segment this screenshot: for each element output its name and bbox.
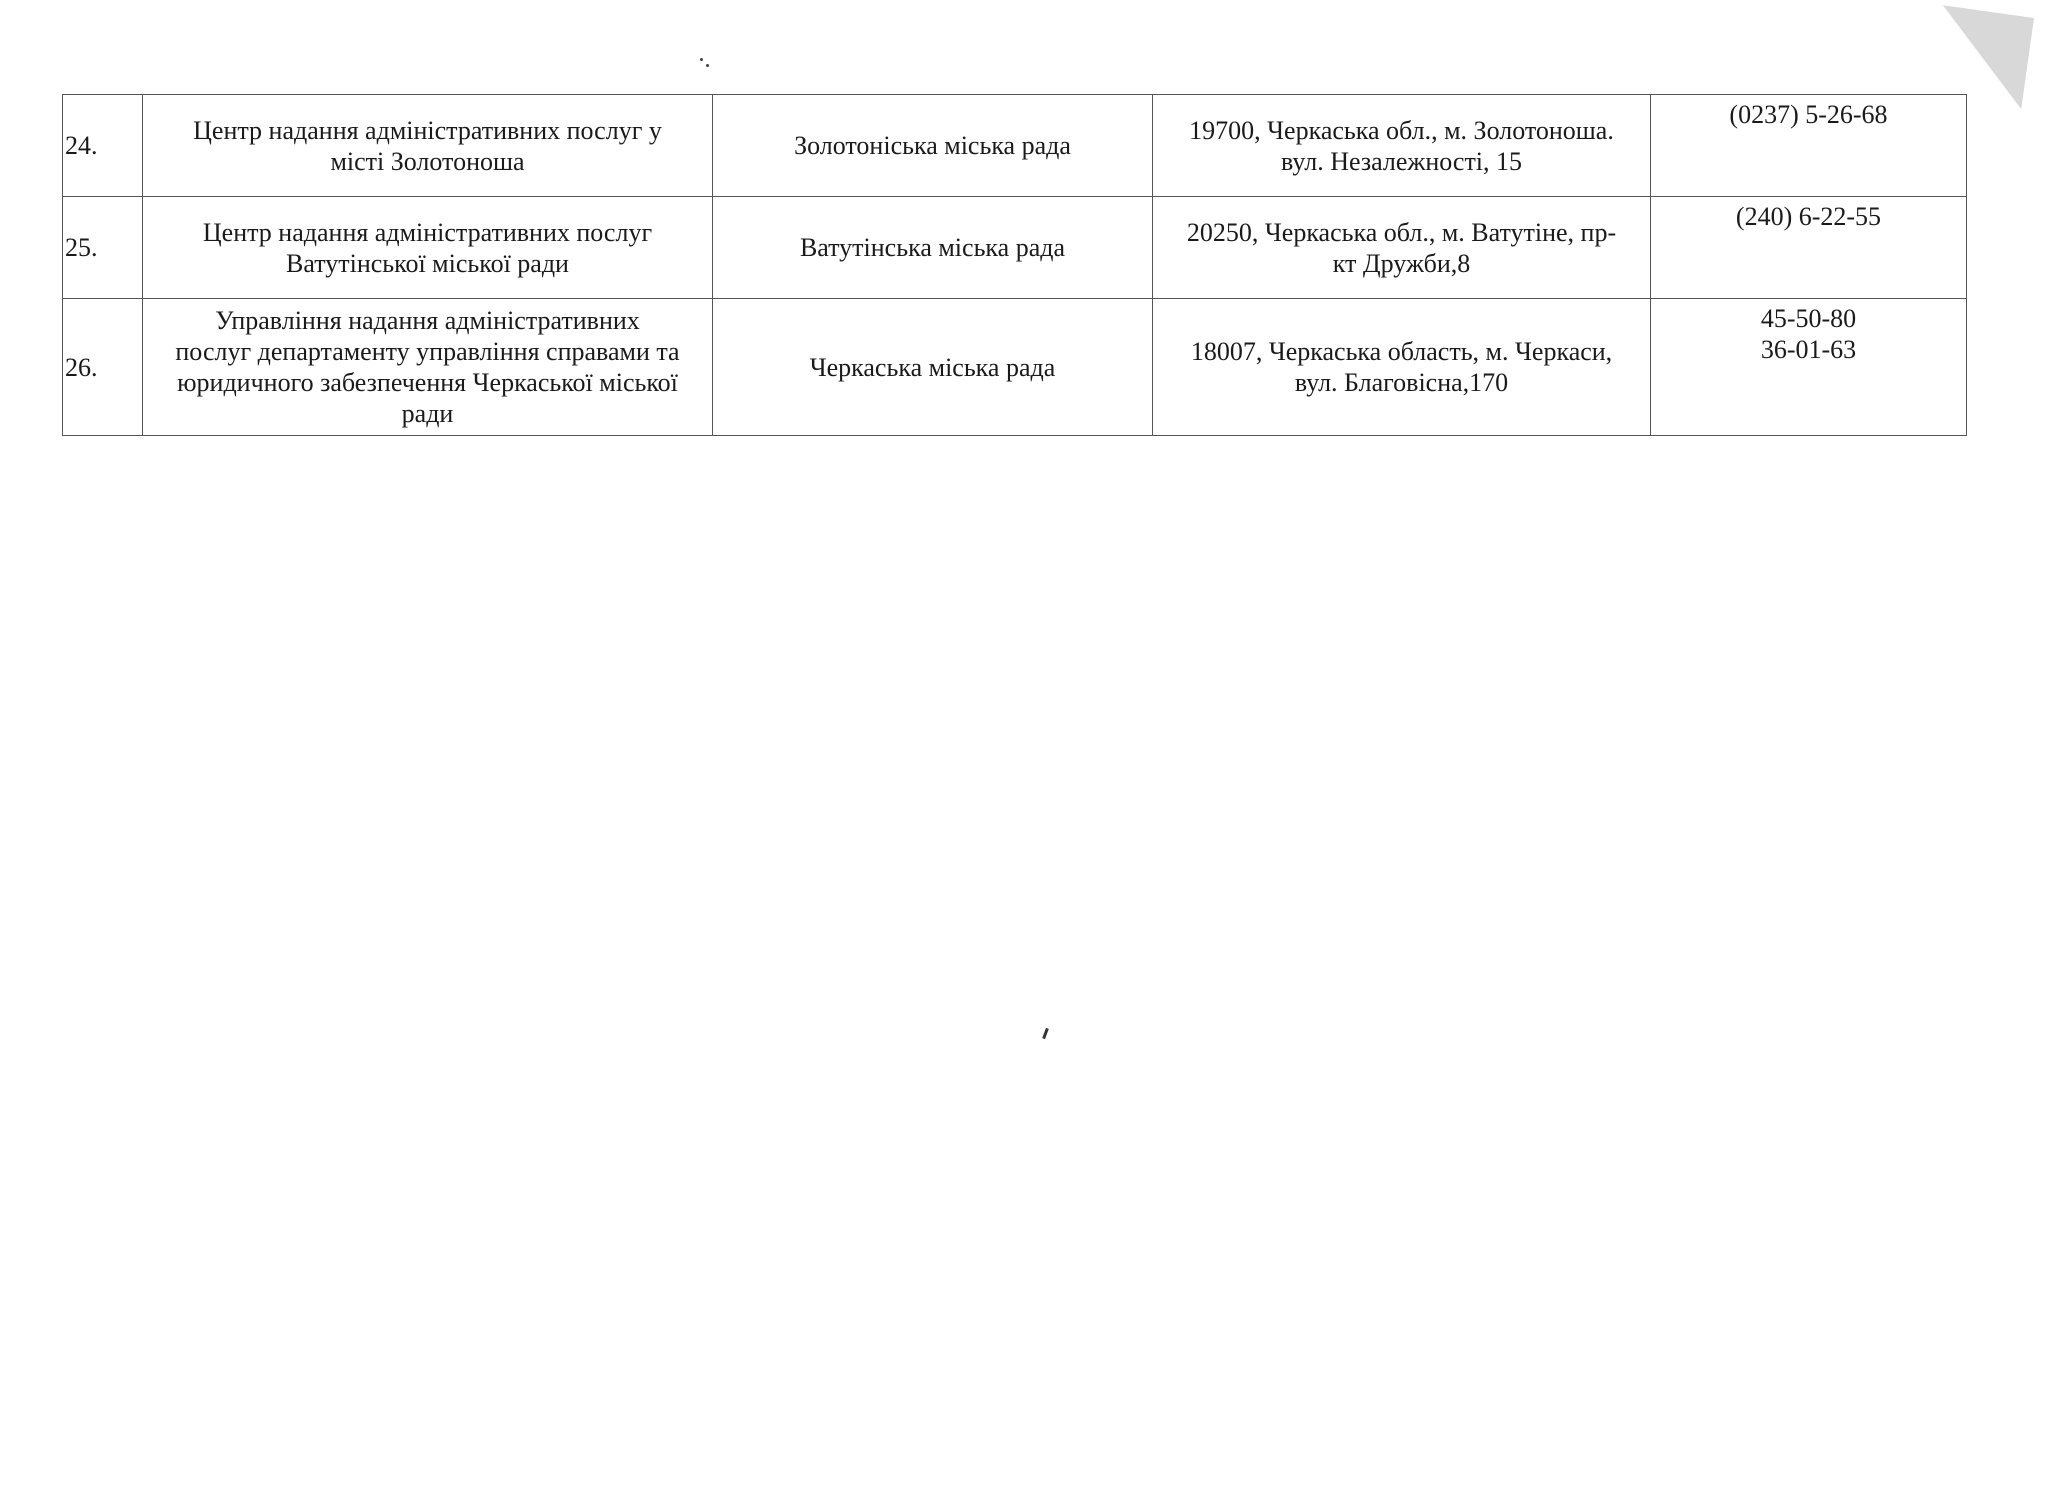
- scan-mark: [1042, 1028, 1049, 1039]
- center-name-line: Центр надання адміністративних послуг у: [193, 115, 662, 145]
- center-name-cell: [143, 197, 713, 299]
- table-row: [63, 95, 1967, 197]
- phone-line: 36-01-63: [1760, 335, 1857, 364]
- address-line: 18007, Черкаська область, м. Черкаси,: [1190, 337, 1613, 366]
- center-name-line: ради: [401, 399, 454, 428]
- address-line: 19700, Черкаська обл., м. Золотоноша.: [1189, 115, 1614, 145]
- center-name-line: Центр надання адміністративних послуг: [202, 217, 653, 247]
- phone-cell: [1651, 299, 1967, 436]
- center-name-cell: [143, 95, 713, 197]
- phone-line: (240) 6-22-55: [1735, 202, 1882, 231]
- phone-line: (0237) 5-26-68: [1729, 100, 1888, 129]
- address-line: 20250, Черкаська обл., м. Ватутіне, пр-: [1186, 217, 1617, 247]
- center-name-line: юридичного забезпечення Черкаської міської: [177, 368, 678, 397]
- phone-line: 45-50-80: [1760, 304, 1857, 333]
- council-cell: Ватутінська міська рада: [713, 197, 1153, 299]
- center-name-line: Ватутінської міської ради: [286, 248, 569, 278]
- row-number: 26.: [63, 299, 143, 436]
- scan-speck: [706, 64, 709, 67]
- address-cell: [1153, 197, 1651, 299]
- scan-speck: [700, 58, 703, 61]
- table-row: [63, 299, 1967, 436]
- table-row: [63, 197, 1967, 299]
- center-name-cell: [143, 299, 713, 436]
- center-name-line: послуг департаменту управління справами та: [175, 337, 680, 366]
- council-cell: Черкаська міська рада: [713, 299, 1153, 436]
- address-cell: [1153, 95, 1651, 197]
- row-number: 24.: [63, 95, 143, 197]
- address-line: кт Дружби,8: [1332, 248, 1471, 278]
- phone-cell: [1651, 197, 1967, 299]
- registry-table: [62, 94, 1967, 436]
- address-cell: [1153, 299, 1651, 436]
- phone-cell: [1651, 95, 1967, 197]
- center-name-line: Управління надання адміністративних: [215, 306, 640, 335]
- address-line: вул. Незалежності, 15: [1280, 146, 1523, 176]
- center-name-line: місті Золотоноша: [330, 146, 525, 176]
- row-number: 25.: [63, 197, 143, 299]
- council-cell: Золотоніська міська рада: [713, 95, 1153, 197]
- address-line: вул. Благовісна,170: [1294, 368, 1509, 397]
